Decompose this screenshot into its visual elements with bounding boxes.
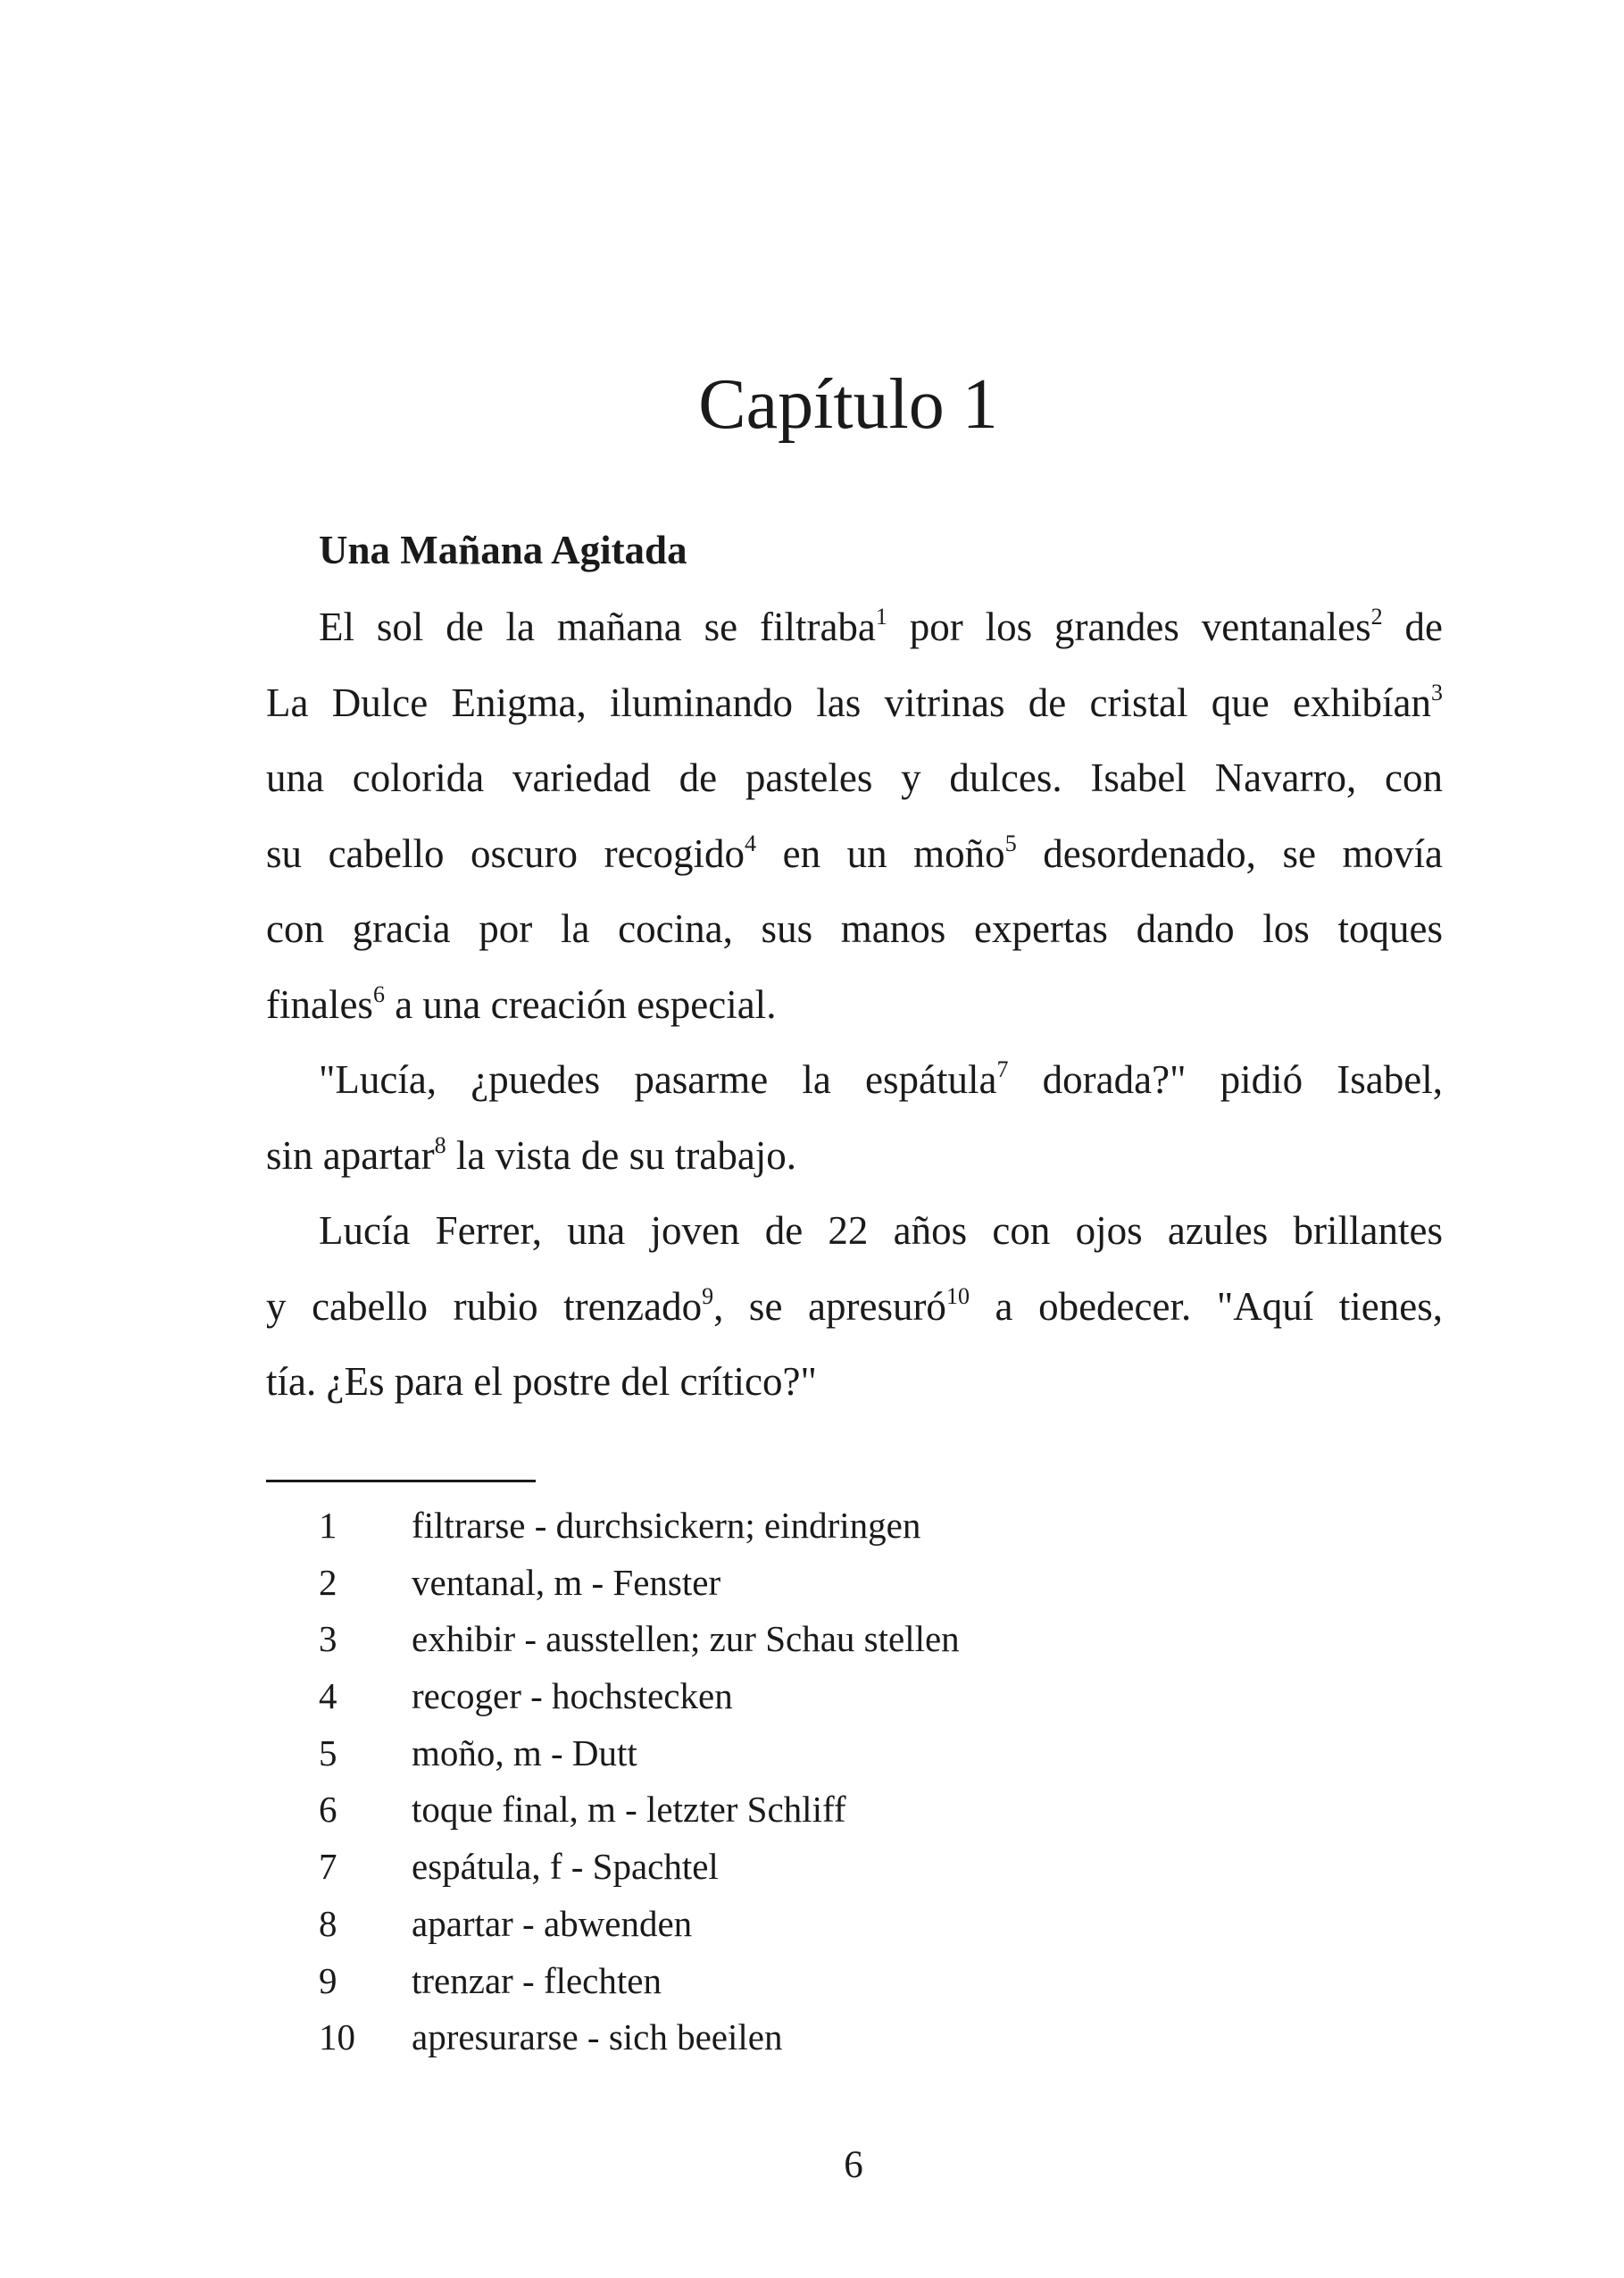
footnote-text: apresurarse - sich beeilen xyxy=(412,2016,783,2058)
section-title: Una Mañana Agitada xyxy=(319,528,687,572)
footnote-number: 9 xyxy=(319,1959,337,2001)
paragraph-3-line xyxy=(266,1280,1443,1356)
footnote-number: 1 xyxy=(319,1505,337,1546)
text-segment: por los grandes ventanales xyxy=(887,605,1371,649)
paragraph-1-line xyxy=(266,751,1443,827)
text-segment: en un moño xyxy=(756,830,1005,876)
footnote-text: recoger - hochstecken xyxy=(412,1675,733,1717)
footnote-number: 2 xyxy=(319,1561,337,1603)
text-segment: la vista de su trabajo. xyxy=(446,1132,797,1178)
footnote-number: 4 xyxy=(319,1675,337,1717)
text-segment: su cabello oscuro recogido xyxy=(266,830,745,876)
paragraph-1-line xyxy=(266,600,1443,676)
text-segment: La Dulce Enigma, iluminando las vitrinas de cristal que exhibían xyxy=(266,680,1431,725)
text-segment: sin apartar xyxy=(266,1132,435,1178)
footnote-ref: 5 xyxy=(1004,830,1017,856)
paragraph-2-line xyxy=(266,1053,1443,1129)
footnote-number: 5 xyxy=(319,1731,337,1773)
footnote-text: espátula, f - Spachtel xyxy=(412,1846,719,1888)
footnote-ref: 7 xyxy=(996,1056,1009,1082)
footnote-text: trenzar - flechten xyxy=(412,1959,662,2001)
footnote-number: 6 xyxy=(319,1789,337,1831)
text-segment: con gracia por la cocina, sus manos expertas dando los toques xyxy=(266,906,1443,951)
footnote-ref: 3 xyxy=(1431,679,1443,705)
text-segment: tía. ¿Es para el postre del crítico?" xyxy=(266,1359,817,1404)
footnote xyxy=(319,2015,960,2072)
footnote-number: 7 xyxy=(319,1846,337,1888)
footnote-ref: 9 xyxy=(702,1282,714,1309)
footnote-text: toque final, m - letzter Schliff xyxy=(412,1789,846,1831)
text-segment: finales xyxy=(266,981,373,1027)
page-number: 6 xyxy=(844,2144,863,2186)
footnote-ref: 4 xyxy=(745,830,757,856)
paragraph-3-line xyxy=(266,1355,1443,1431)
footnote-number: 10 xyxy=(319,2016,355,2058)
footnote-text: moño, m - Dutt xyxy=(412,1731,637,1773)
text-segment: una colorida variedad de pasteles y dulces. Isabel Navarro, con xyxy=(266,755,1443,800)
paragraph-1-line xyxy=(266,827,1443,903)
footnotes xyxy=(319,1503,960,2072)
paragraph-3-line xyxy=(266,1204,1443,1280)
footnote-number: 3 xyxy=(319,1618,337,1660)
footnote-number: 8 xyxy=(319,1902,337,1944)
footnote xyxy=(319,1560,960,1617)
text-segment: y cabello rubio trenzado xyxy=(266,1283,703,1329)
footnote-ref: 6 xyxy=(372,980,385,1007)
footnote xyxy=(319,1616,960,1673)
body-text xyxy=(266,600,1443,1431)
footnote-divider xyxy=(266,1480,536,1482)
footnote-ref: 1 xyxy=(875,604,887,630)
text-segment: a una creación especial. xyxy=(384,981,777,1027)
text-segment: dorada?" pidió Isabel, xyxy=(1008,1057,1443,1102)
text-segment: a obedecer. "Aquí tienes, xyxy=(969,1283,1443,1329)
paragraph-1-line xyxy=(266,902,1443,978)
text-segment: , se apresuró xyxy=(713,1283,946,1329)
footnote-text: filtrarse - durchsickern; eindringen xyxy=(412,1505,921,1546)
footnote xyxy=(319,1673,960,1731)
footnote xyxy=(319,1503,960,1560)
footnote-text: ventanal, m - Fenster xyxy=(412,1561,721,1603)
footnote xyxy=(319,1787,960,1844)
footnote xyxy=(319,1958,960,2015)
footnote-ref: 10 xyxy=(945,1282,970,1309)
text-segment: Lucía Ferrer, una joven de 22 años con ojos azules brillantes xyxy=(319,1208,1443,1253)
footnote xyxy=(319,1844,960,1901)
footnote-text: apartar - abwenden xyxy=(412,1902,693,1944)
footnote xyxy=(319,1901,960,1958)
text-segment: El sol de la mañana se filtraba xyxy=(319,605,876,649)
chapter-title: Capítulo 1 xyxy=(698,365,998,444)
paragraph-1-line xyxy=(266,978,1443,1054)
footnote-ref: 2 xyxy=(1370,604,1383,630)
paragraph-2-line xyxy=(266,1129,1443,1205)
footnote-text: exhibir - ausstellen; zur Schau stellen xyxy=(412,1618,960,1660)
footnote xyxy=(319,1731,960,1788)
text-segment: desordenado, se movía xyxy=(1016,830,1443,876)
text-segment: "Lucía, ¿puedes pasarme la espátula xyxy=(319,1057,997,1102)
footnote-ref: 8 xyxy=(434,1131,446,1158)
paragraph-1-line xyxy=(266,676,1443,752)
text-segment: de xyxy=(1382,605,1443,649)
